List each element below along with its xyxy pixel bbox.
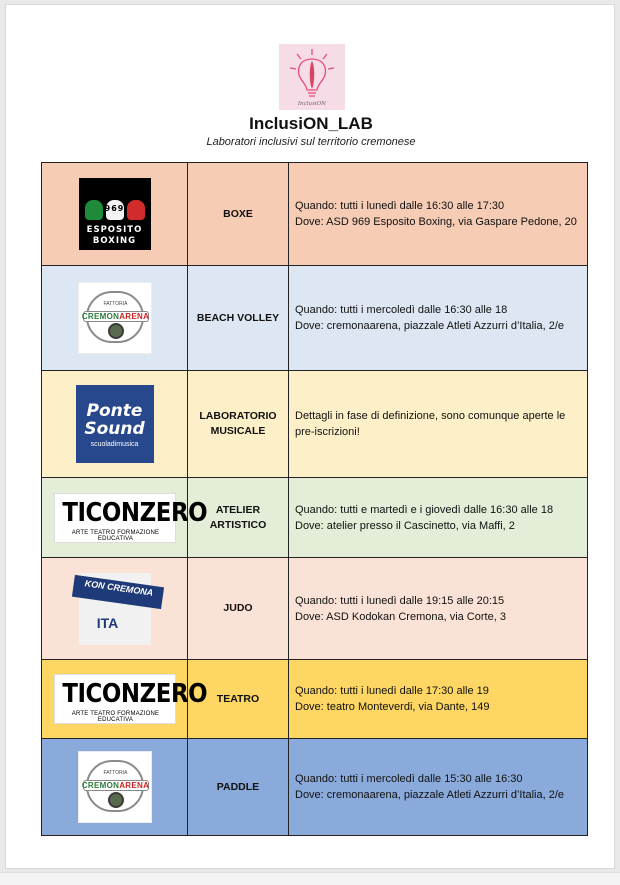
table-row-paddle xyxy=(42,739,588,836)
viewer-bottom-edge xyxy=(0,872,620,885)
activity-details xyxy=(289,558,588,660)
judo-logo: KON CREMONA ITA xyxy=(79,573,151,645)
where-text: Dove: teatro Monteverdi, via Dante, 149 xyxy=(295,701,490,713)
page-subtitle: Laboratori inclusivi sul territorio cremonese xyxy=(206,136,416,148)
details-text: Dettagli in fase di definizione, sono comunque aperte le xyxy=(295,410,566,422)
table-row-judo xyxy=(42,558,588,660)
cremonarena-logo: FATTORIA CREMONARENA xyxy=(78,282,152,354)
table-row-atelier xyxy=(42,478,588,558)
ponte-sound-logo: Ponte Sound scuoladimusica xyxy=(76,385,154,463)
where-text: Dove: ASD 969 Esposito Boxing, via Gaspare Pedone, 20 xyxy=(295,216,577,228)
cremonarena-logo: FATTORIA CREMONARENA xyxy=(78,751,152,823)
activity-details xyxy=(289,266,588,371)
where-text: Dove: cremonaarena, piazzale Atleti Azzurri d’Italia, 2/e xyxy=(295,320,565,332)
when-text: Quando: tutti i lunedì dalle 17:30 alle 19 xyxy=(295,685,489,697)
activity-name: ATELIER ARTISTICO xyxy=(188,478,289,558)
page-title: InclusiON_LAB xyxy=(249,114,373,133)
logo-cell xyxy=(42,478,207,558)
table-row-teatro xyxy=(42,660,588,739)
activity-name: BOXE xyxy=(188,163,289,266)
where-text: Dove: ASD Kodokan Cremona, via Corte, 3 xyxy=(295,610,506,623)
when-text: Quando: tutti e martedì e i giovedì dalle 16:30 alle 18 xyxy=(295,503,554,516)
esposito-boxing-logo: 969 ESPOSITO BOXING xyxy=(79,178,151,250)
lab-schedule-table xyxy=(41,162,588,836)
logo-cell xyxy=(42,739,188,836)
activity-details xyxy=(289,478,588,558)
ticonzero-logo: TICONZERO ARTE TEATRO FORMAZIONE EDUCATIVA xyxy=(54,493,176,543)
logo-cell xyxy=(42,660,207,739)
activity-details xyxy=(289,660,588,739)
table-row-musicale xyxy=(42,371,588,478)
when-text: Quando: tutti i lunedì dalle 16:30 alle 17:30 xyxy=(295,200,505,212)
svg-text:InclusiON: InclusiON xyxy=(298,101,326,107)
activity-details xyxy=(289,371,588,478)
logo-cell xyxy=(42,371,188,478)
logo-cell xyxy=(42,558,188,660)
where-text: Dove: atelier presso il Cascinetto, via Maffi, 2 xyxy=(295,519,515,532)
activity-name: JUDO xyxy=(188,558,289,660)
logo-cell xyxy=(42,163,188,266)
activity-name: LABORATORIO MUSICALE xyxy=(188,371,289,478)
activity-details xyxy=(289,739,588,836)
document-page xyxy=(5,4,615,869)
inclusion-logo xyxy=(279,44,345,110)
lightbulb-balloon-icon xyxy=(279,44,345,110)
logo-cell xyxy=(42,266,188,371)
table-row-beach-volley xyxy=(42,266,588,371)
details-text-cont: pre-iscrizioni! xyxy=(295,426,360,438)
where-text: Dove: cremonaarena, piazzale Atleti Azzurri d’Italia, 2/e xyxy=(295,789,565,801)
ticonzero-logo: TICONZERO ARTE TEATRO FORMAZIONE EDUCATIVA xyxy=(54,674,176,724)
when-text: Quando: tutti i lunedì dalle 19:15 alle 20:15 xyxy=(295,594,505,607)
table-row-boxe xyxy=(42,163,588,266)
when-text: Quando: tutti i mercoledì dalle 15:30 alle 16:30 xyxy=(295,773,523,785)
activity-name: TEATRO xyxy=(188,660,289,739)
activity-details xyxy=(289,163,588,266)
activity-name: PADDLE xyxy=(188,739,289,836)
when-text: Quando: tutti i mercoledì dalle 16:30 alle 18 xyxy=(295,304,508,316)
activity-name: BEACH VOLLEY xyxy=(188,266,289,371)
